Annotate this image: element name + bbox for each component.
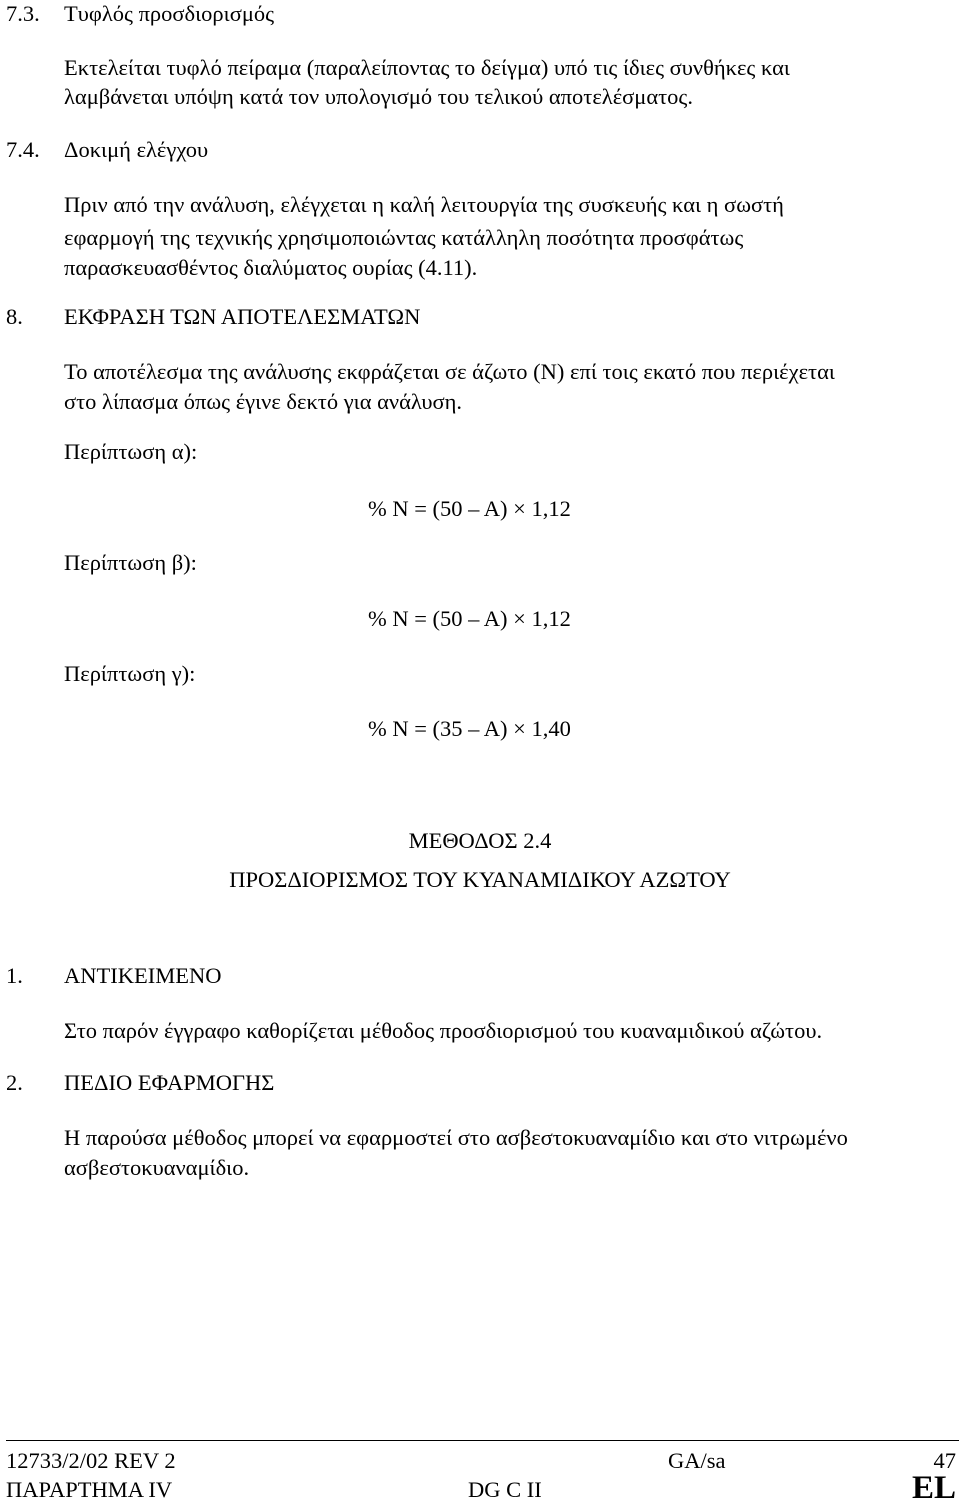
paragraph-line: στο λίπασμα όπως έγινε δεκτό για ανάλυση. [64,389,463,414]
section-number: 7.3. [6,1,40,26]
footer-language-code: EL [911,1470,956,1506]
paragraph-line: εφαρμογή της τεχνικής χρησιμοποιώντας κατάλληλη ποσότητα προσφάτως [64,225,744,250]
paragraph-line: Το αποτέλεσμα της ανάλυσης εκφράζεται σε άζωτο (Ν) επί τοις εκατό που περιέχεται [64,359,835,384]
paragraph-line: Εκτελείται τυφλό πείραμα (παραλείποντας το δείγμα) υπό τις ίδιες συνθήκες και [64,55,790,80]
section-title: ΑΝΤΙΚΕΙΜΕΝΟ [64,963,222,988]
footer-initials: GA/sa [668,1448,726,1473]
case-formula: % N = (35 – A) × 1,40 [368,716,571,741]
footer-rule [6,1440,959,1441]
method-number: ΜΕΘΟΔΟΣ 2.4 [408,828,552,853]
footer-page-number: 47 [933,1448,956,1473]
paragraph-line: παρασκευασθέντος διαλύματος ουρίας (4.11). [64,255,478,280]
paragraph-line: Πριν από την ανάλυση, ελέγχεται η καλή λειτουργία της συσκευής και η σωστή [64,192,784,217]
section-number: 2. [6,1070,23,1095]
section-title: Τυφλός προσδιορισμός [64,1,275,26]
section-title: ΕΚΦΡΑΣΗ ΤΩΝ ΑΠΟΤΕΛΕΣΜΑΤΩΝ [64,304,421,329]
case-label: Περίπτωση γ): [64,661,196,686]
case-formula: % N = (50 – A) × 1,12 [368,496,571,521]
case-label: Περίπτωση α): [64,439,198,464]
method-title: ΠΡΟΣΔΙΟΡΙΣΜΟΣ ΤΟΥ ΚΥΑΝΑΜΙΔΙΚΟΥ ΑΖΩΤΟΥ [229,867,731,892]
section-number: 1. [6,963,23,988]
case-label: Περίπτωση β): [64,550,197,575]
section-number: 8. [6,304,23,329]
paragraph-line: ασβεστοκυαναμίδιο. [64,1155,250,1180]
paragraph-line: λαμβάνεται υπόψη κατά τον υπολογισμό του τελικού αποτελέσματος. [64,84,693,109]
paragraph-line: Η παρούσα μέθοδος μπορεί να εφαρμοστεί στο ασβεστοκυαναμίδιο και στο νιτρωμένο [64,1125,848,1150]
footer-annex: ΠΑΡΑΡΤΗΜΑ IV [6,1477,173,1502]
section-title: ΠΕΔΙΟ ΕΦΑΡΜΟΓΗΣ [64,1070,275,1095]
footer-dg: DG C II [468,1477,542,1502]
case-formula: % N = (50 – A) × 1,12 [368,606,571,631]
paragraph-line: Στο παρόν έγγραφο καθορίζεται μέθοδος προσδιορισμού του κυαναμιδικού αζώτου. [64,1018,823,1043]
section-number: 7.4. [6,137,40,162]
footer-doc-ref: 12733/2/02 REV 2 [6,1448,176,1473]
section-title: Δοκιμή ελέγχου [64,137,209,162]
